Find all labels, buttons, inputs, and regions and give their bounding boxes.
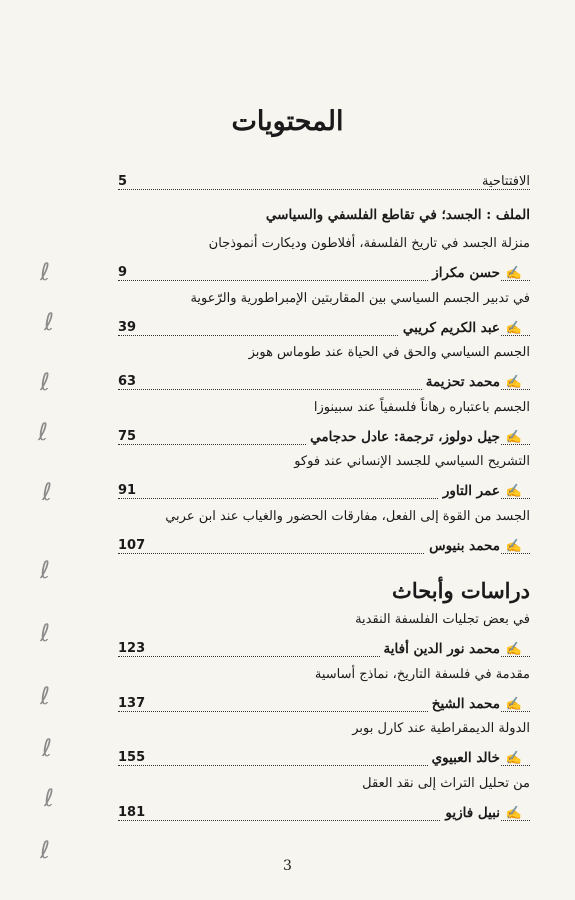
toc-page-number: 9 xyxy=(118,265,131,280)
toc-author: محمد نور الدين أفاية xyxy=(380,641,500,657)
toc-page-number: 91 xyxy=(118,483,140,498)
toc-author-row xyxy=(118,429,530,451)
toc-page-number: 107 xyxy=(118,538,149,553)
section-heading-studies: دراسات وأبحاث xyxy=(392,578,530,603)
page-number: 3 xyxy=(283,858,292,874)
toc-page-number: 155 xyxy=(118,750,149,765)
toc-author: محمد الشيخ xyxy=(428,696,500,712)
toc-author: عمر التاور xyxy=(439,483,500,499)
handwritten-mark: ℓ xyxy=(38,418,48,446)
toc-entry-title: الجسد من القوة إلى الفعل، مفارقات الحضور والغياب عند ابن عربي xyxy=(161,509,530,524)
toc-entry-title: من تحليل التراث إلى نقد العقل xyxy=(358,776,530,791)
toc-author: محمد بنيوس xyxy=(425,538,500,554)
toc-author-row xyxy=(118,320,530,342)
toc-page-number: 123 xyxy=(118,641,149,656)
toc-author-row xyxy=(118,483,530,505)
pen-icon: ✍ xyxy=(505,751,522,766)
toc-entry-title: منزلة الجسد في تاريخ الفلسفة، أفلاطون وديكارت أنموذجان xyxy=(205,236,530,251)
toc-entry-title: في بعض تجليات الفلسفة النقدية xyxy=(351,612,530,627)
toc-entry-title-row xyxy=(118,236,530,258)
handwritten-mark: ℓ xyxy=(40,836,50,864)
toc-author-row xyxy=(118,805,530,827)
toc-entry-title-row xyxy=(118,345,530,367)
toc-author-row xyxy=(118,641,530,663)
handwritten-mark: ℓ xyxy=(44,784,54,812)
toc-entry-title-row xyxy=(118,776,530,798)
toc-row-intro xyxy=(118,174,530,196)
toc-author: محمد تحزيمة xyxy=(422,374,500,390)
pen-icon: ✍ xyxy=(505,805,522,821)
leader-dots xyxy=(118,189,530,190)
pen-icon: ✍ xyxy=(505,642,522,657)
toc-author: نبيل فازيو xyxy=(441,805,500,821)
toc-page-number: 181 xyxy=(118,805,149,820)
toc-entry-title: الافتتاحية xyxy=(478,174,530,189)
toc-page-number: 63 xyxy=(118,374,140,389)
toc-entry-title: في تدبير الجسم السياسي بين المقاربتين الإمبراطورية والرّعوية xyxy=(186,291,530,306)
handwritten-mark: ℓ xyxy=(40,258,50,286)
toc-author-row xyxy=(118,696,530,718)
toc-entry-title: مقدمة في فلسفة التاريخ، نماذج أساسية xyxy=(311,667,530,682)
toc-author: عبد الكريم كريبي xyxy=(399,320,500,336)
toc-author-row xyxy=(118,750,530,772)
pen-icon: ✍ xyxy=(505,375,522,390)
toc-entry-title-row xyxy=(118,509,530,531)
toc-author: جيل دولوز، ترجمة: عادل حدجامي xyxy=(306,429,500,445)
toc-entry-title-row xyxy=(118,612,530,634)
pen-icon: ✍ xyxy=(505,429,522,445)
pen-icon: ✍ xyxy=(505,696,522,712)
pen-icon: ✍ xyxy=(505,320,522,336)
toc-author-row xyxy=(118,538,530,560)
handwritten-mark: ℓ xyxy=(42,734,52,762)
pen-icon: ✍ xyxy=(505,484,522,499)
handwritten-mark: ℓ xyxy=(42,478,52,506)
pen-icon: ✍ xyxy=(505,538,522,554)
toc-entry-title-row xyxy=(118,667,530,689)
toc-entry-title: الجسم باعتباره رهاناً فلسفياً عند سبينوزا xyxy=(310,400,530,415)
toc-page-number: 39 xyxy=(118,320,140,335)
handwritten-mark: ℓ xyxy=(40,682,50,710)
toc-author-row xyxy=(118,265,530,287)
toc-entry-title-row xyxy=(118,291,530,313)
handwritten-mark: ℓ xyxy=(40,619,50,647)
toc-page-number: 137 xyxy=(118,696,149,711)
toc-page-number: 75 xyxy=(118,429,140,444)
toc-entry-title-row xyxy=(118,454,530,476)
toc-entry-title: الدولة الديمقراطية عند كارل بوبر xyxy=(348,721,530,736)
handwritten-mark: ℓ xyxy=(40,368,50,396)
toc-page-number: 5 xyxy=(118,174,131,189)
toc-entry-title-row xyxy=(118,400,530,422)
handwritten-mark: ℓ xyxy=(44,308,54,336)
pen-icon: ✍ xyxy=(505,266,522,281)
page-title: المحتويات xyxy=(231,106,344,137)
handwritten-mark: ℓ xyxy=(40,556,50,584)
toc-entry-title-row xyxy=(118,721,530,743)
toc-author-row xyxy=(118,374,530,396)
section-heading-dossier: الملف : الجسد؛ في تقاطع الفلسفي والسياسي xyxy=(265,207,530,223)
toc-entry-title: التشريح السياسي للجسد الإنساني عند فوكو xyxy=(290,454,530,469)
toc-entry-title: الجسم السياسي والحق في الحياة عند طوماس هوبز xyxy=(245,345,530,360)
toc-author: حسن مكراز xyxy=(428,265,500,281)
toc-author: خالد العبيوي xyxy=(428,750,500,766)
